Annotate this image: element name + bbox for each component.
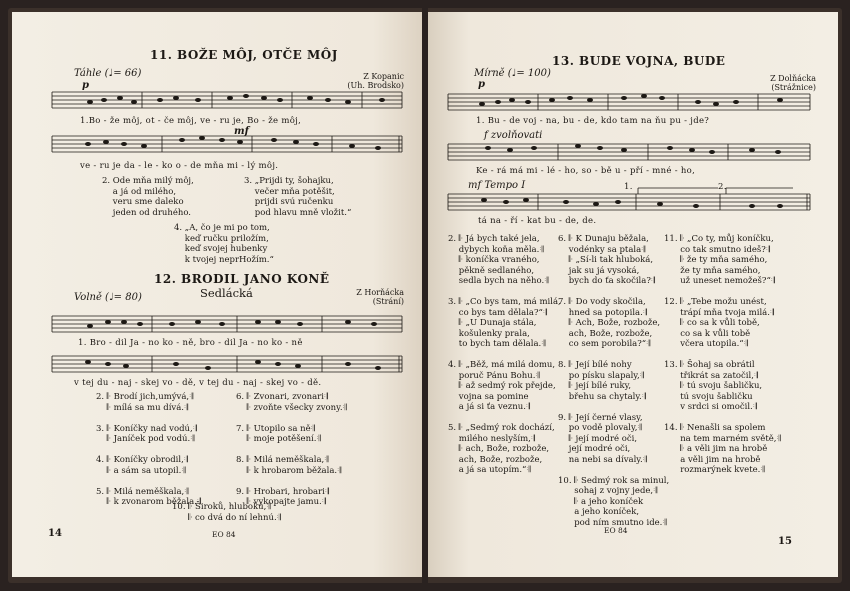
page-number-right: 15 (778, 536, 792, 547)
song-11-lyric-1: 1.Bo - že môj, ot - če môj, ve - ru je, Bo - že môj, (80, 116, 302, 126)
origin-village: Z Dolňácka (770, 74, 816, 83)
right-page (428, 12, 838, 577)
footer-code-right: EO 84 (604, 526, 628, 535)
song-11-mf: mf (234, 126, 249, 137)
song-11-dynamic: p (82, 80, 89, 91)
song-13-verses-col-2: 6. 𝄆 K Dunaju běžala, vodénky sa ptala𝄇 𝄆 „Sí-li tak hluboká, jak su já vysoká, bych do ťa skočila?𝄇 7. 𝄆 Do vody skočila, hned sa potopila.𝄇 𝄆 Ach, Bože, rozbože, ach, Bože, rozbože, co sem porobila?“𝄇 8. 𝄆 Její bílé nohy po písku slapaly,𝄇 𝄆 její bílé ruky, břehu sa chytaly.𝄇 9. 𝄆 Její černé vlasy, po vodě plovaly,𝄇 𝄆 její modré oči, její modré oči, na nebi sa dívaly.𝄇 10. 𝄆 Sedmý rok sa minul, sohaj z vojny jede,𝄇 𝄆 a jeho koníček a jeho koníček, pod ním smutno ide.𝄇 (558, 234, 670, 528)
song-12-staff-1 (52, 310, 402, 338)
song-12-staff-2 (52, 350, 402, 378)
origin-region: (Strání) (372, 297, 404, 306)
song-13-lyric-3: tá na - ří - kat bu - de, de. (478, 216, 597, 226)
origin-village: Z Horňácka (356, 288, 404, 297)
song-13-direction-2: f zvolňovati (484, 130, 543, 141)
song-13-staff-2 (448, 138, 810, 166)
song-11-title: 11. BOŽE MÔJ, OTČE MÔJ (150, 48, 338, 62)
song-13-lyric-1: 1. Bu - de voj - na, bu - de, kdo tam na ňu pu - jde? (476, 116, 710, 126)
song-13-staff-1 (448, 88, 810, 116)
song-13-title: 13. BUDE VOJNA, BUDE (552, 54, 726, 68)
page-number-left: 14 (48, 528, 62, 539)
song-13-verses-col-3: 11. 𝄆 „Co ty, můj koníčku, co tak smutno ideš?𝄇 𝄆 že ty mňa samého, že ty mňa samého, už uneset nemožeš?“𝄇 12. 𝄆 „Tebe možu unést, trápí mňa tvoja milá.𝄇 𝄆 co sa k vůli tobě, co sa k vůli tobě včera utopila.“𝄇 13. 𝄆 Šohaj sa obrátil třikrát sa zatočil,𝄇 𝄆 tú svoju šabličku, tú svoju šabličku v srdci si omočil.𝄇 14. 𝄆 Nenašli sa spolem na tem marném světě,𝄇 𝄆 a věli jim na hrobě a věli jim na hrobě rozmarýnek kvete.𝄇 (664, 234, 781, 475)
song-13-tempo: Mírně (♩= 100) (474, 68, 551, 79)
origin-village: Z Kopanic (363, 72, 404, 81)
origin-region: (Strážnice) (771, 83, 816, 92)
song-12-origin (356, 288, 404, 306)
song-13-direction-3: mf Tempo I (468, 180, 526, 191)
song-11-staff-1 (52, 86, 402, 116)
song-11-tempo: Táhle (♩= 66) (74, 68, 142, 79)
song-12-verses-right: 6. 𝄆 Zvonari, zvonari𝄇 𝄆 zvoňte všecky zvony.𝄇 7. 𝄆 Utopilo sa ně𝄇 𝄆 moje potěšení.𝄇 8. 𝄆 Milá neměškala,𝄇 𝄆 k hrobarom běžala.𝄇 9. 𝄆 Hrobari, hrobari𝄇 𝄆 vykopajte jamu.𝄇 (236, 392, 347, 507)
song-12-verses-left: 2. 𝄆 Brodí jich,umývá,𝄇 𝄆 mílá sa mu dívá.𝄇 3. 𝄆 Koníčky nad vodú,𝄇 𝄆 Janíček pod vodú.𝄇 4. 𝄆 Koníčky obrodil,𝄇 𝄆 a sám sa utopil.𝄇 5. 𝄆 Milá neměškala,𝄇 𝄆 k zvonarom běžala.𝄇 (96, 392, 202, 507)
song-11-lyric-2: ve - ru je da - le - ko o - de mňa mi - lý môj. (80, 161, 279, 171)
song-12-lyric-1: 1. Bro - dil Ja - no ko - ně, bro - dil Ja - no ko - ně (78, 338, 303, 348)
song-13-lyric-2: Ke - rá má mi - lé - ho, so - bě u - pří - mné - ho, (476, 166, 696, 176)
song-11-verse-4: 4. „A, čo je mi po tom, keď ručku priložím, keď svojej hubenky k tvojej neprHožím.“ (174, 223, 274, 265)
song-12-tempo: Volně (♩= 80) (74, 292, 142, 303)
volta-1: 1. (624, 182, 633, 192)
song-13-staff-3 (448, 188, 810, 216)
song-12-subtitle: Sedlácká (200, 286, 253, 300)
song-13-verses-col-1: 2. 𝄆 Já bych také jela, dybych koňa měla.𝄇 𝄆 koníčka vraného, pěkně sedlaného, sedla bych na něho.𝄇 3. 𝄆 „Co bys tam, má milá, co bys tam dělala?“𝄇 𝄆 „U Dunaja stála, košulenky prala, to bych tam dělala.𝄇 4. 𝄆 „Běž, má milá domu, poruč Pánu Bohu.𝄇 𝄆 až sedmý rok přejde, vojna sa pomine a já si ťa veznu.𝄇 5. 𝄆 „Sedmý rok dochází, milého neslyším,𝄇 𝄆 ach, Bože, rozbože, ach, Bože, rozbože, a já sa utopím.“𝄇 (448, 234, 561, 475)
volta-2: 2. (718, 182, 727, 192)
song-12-verse-10: 10. 𝄆 Široků, hlubokú,𝄇 𝄆 co dvá do ní lehnú.𝄇 (172, 502, 281, 523)
song-12-lyric-2: v tej du - naj - skej vo - dě, v tej du - naj - skej vo - dě. (74, 378, 322, 388)
origin-region: (Uh. Brodsko) (347, 81, 404, 90)
song-13-dynamic: p (478, 79, 485, 90)
song-11-verse-2: 2. Ode mňa milý môj, a já od milého, veru sme daleko jeden od druhého. (102, 176, 194, 218)
left-page (12, 12, 422, 577)
open-songbook (8, 8, 842, 583)
song-11-verse-3: 3. „Prijdi ty, šohajku, večer mňa potěšit, prijdi svú ručenku pod hlavu mně vložit.“ (244, 176, 352, 218)
song-11-staff-2 (52, 130, 402, 160)
song-12-title: 12. BRODIL JANO KONĚ (154, 272, 330, 286)
footer-code-left: EO 84 (212, 530, 236, 539)
